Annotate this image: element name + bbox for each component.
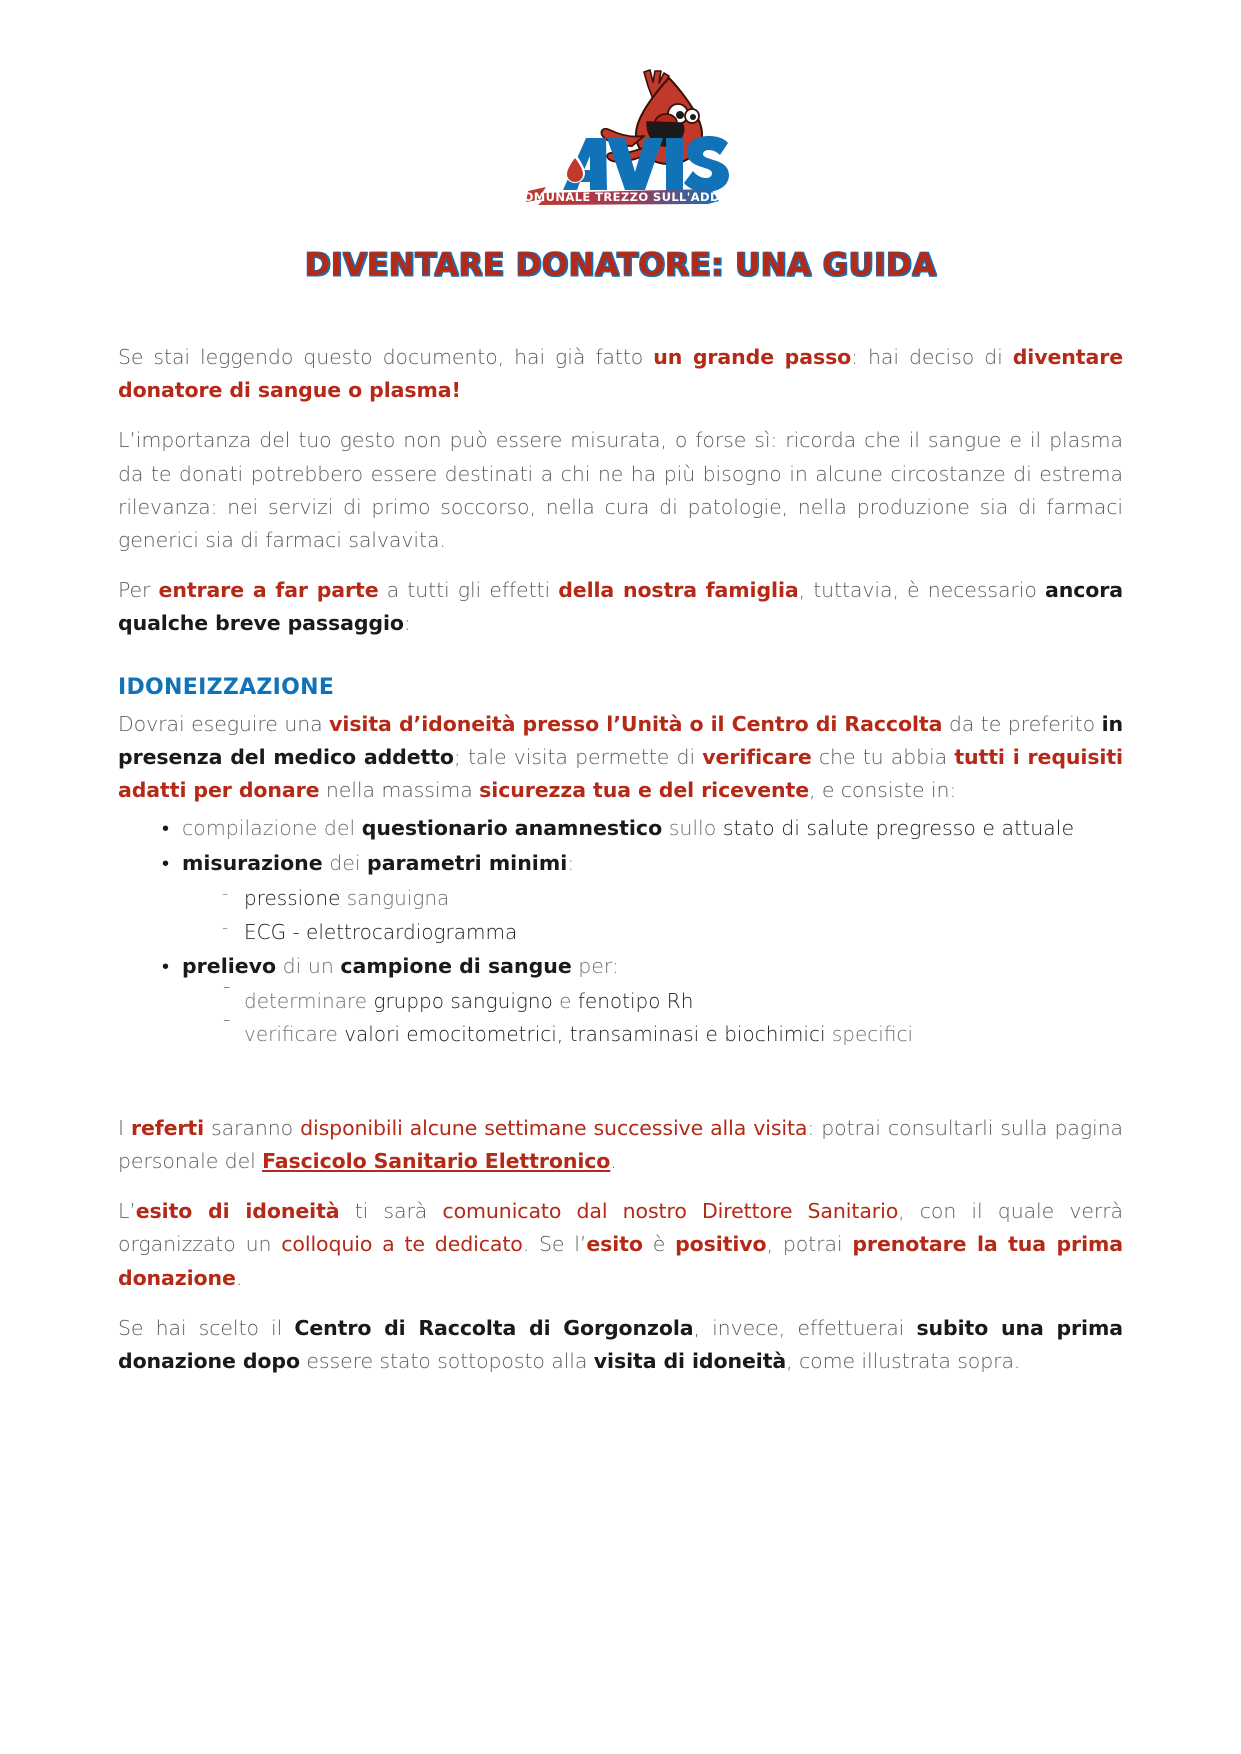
- text-run: stato di salute pregresso e attuale: [722, 816, 1075, 841]
- text-run: , come illustrata sopra.: [786, 1348, 1021, 1373]
- text-run: , e consiste in:: [809, 778, 957, 803]
- list-item: [160, 813, 1123, 845]
- text-run: valori emocitometrici, transaminasi e biochimici: [344, 1022, 826, 1047]
- text-run: specifici: [825, 1022, 914, 1047]
- bullet-marker-icon: •: [162, 816, 170, 841]
- sub-list-item: [222, 882, 1123, 914]
- text-run: sanguigna: [346, 886, 450, 911]
- sub-list: [182, 882, 1123, 948]
- text-run: a tutti gli effetti: [378, 578, 559, 603]
- emph-verificare: verificare: [702, 744, 812, 769]
- text-run: verificare: [244, 1022, 345, 1047]
- dash-marker-icon: -: [222, 917, 229, 938]
- text-run: dei: [322, 851, 368, 876]
- text-run: essere stato sottoposto alla: [299, 1348, 594, 1373]
- text-run: sullo: [662, 816, 723, 841]
- text-run: :: [567, 851, 575, 876]
- avis-banner-text: COMUNALE TREZZO SULL'ADDA: [514, 190, 729, 204]
- paragraph-esito: [118, 1195, 1123, 1295]
- text-run: .: [235, 1265, 243, 1290]
- text-run: :: [403, 611, 411, 636]
- dash-marker-icon: ¯: [222, 1017, 232, 1040]
- text-run: campione di sangue: [340, 953, 572, 978]
- avis-wordmark: [563, 136, 729, 192]
- text-run: Se stai leggendo questo documento, hai già fatto: [118, 345, 654, 369]
- sub-list-item: [222, 985, 1123, 1017]
- text-run: di un: [276, 953, 341, 978]
- text-run: gruppo sanguigno: [373, 988, 553, 1013]
- emph-nostra-famiglia: della nostra famiglia: [558, 578, 799, 603]
- text-run: saranno: [204, 1115, 301, 1140]
- paragraph-intro-2: L’importanza del tuo gesto non può essere misurata, o forse sì: ricorda che il sangue e il plasma da te donati potrebbero essere destinati a chi ne ha più bisogno in alcune circostanze di estrema rilevanza: nei servizi di primo soccorso, nella cura di patologie, nella produzione sia di farmaci generici sia di farmaci salvavita.: [118, 428, 1123, 553]
- emph-entrare-far-parte: entrare a far parte: [158, 578, 379, 603]
- text-run: .: [610, 1148, 617, 1173]
- text-run: : hai deciso di: [851, 345, 1013, 369]
- text-run: misurazione: [182, 851, 323, 876]
- text-run: ; tale visita permette di: [453, 744, 703, 769]
- text-run: , con il quale verrà organizzato un: [118, 1199, 1124, 1257]
- text-run: Per: [118, 578, 159, 603]
- paragraph-idoneizzazione: [118, 708, 1123, 808]
- text-run: parametri minimi: [367, 851, 568, 876]
- paragraph-intro-3: [118, 574, 1123, 640]
- text-run: compilazione del: [182, 816, 362, 841]
- emph-diventare-donatore: diventare donatore di sangue o plasma!: [118, 345, 1124, 403]
- dash-marker-icon: ¯: [222, 983, 232, 1006]
- emph-centro-gorgonzola: Centro di Raccolta di Gorgonzola: [294, 1315, 694, 1340]
- text-run: è: [642, 1232, 676, 1257]
- paragraph-gorgonzola: [118, 1312, 1123, 1378]
- text-run: , tuttavia, è necessario: [798, 578, 1045, 603]
- text-run: Se hai scelto il: [118, 1315, 295, 1340]
- text-run: fenotipo Rh: [577, 988, 694, 1013]
- emph-esito: esito: [586, 1232, 643, 1257]
- paragraph-intro-1: [118, 341, 1123, 407]
- bullet-marker-icon: •: [162, 953, 170, 978]
- sub-list-item: [222, 1018, 1123, 1050]
- text-run: . Se l’: [522, 1232, 587, 1257]
- requirements-list: [118, 813, 1123, 1050]
- emph-visita-idoneita-2: visita di idoneità: [593, 1348, 787, 1373]
- document-body: [118, 341, 1123, 1378]
- text-run: Dovrai eseguire una: [118, 711, 330, 736]
- emph-prenotare-prima-donazione: prenotare la tua prima donazione: [118, 1232, 1123, 1290]
- text-run: nella massima: [319, 778, 480, 803]
- paragraph-referti: [118, 1112, 1123, 1178]
- link-fascicolo-sanitario-elettronico[interactable]: Fascicolo Sanitario Elettronico: [262, 1148, 611, 1173]
- emph-requisiti: tutti i requisiti adatti per donare: [118, 744, 1123, 803]
- text-run: questionario anamnestico: [361, 816, 663, 841]
- avis-banner: [514, 187, 728, 205]
- list-item: [160, 848, 1123, 948]
- emph-disponibili: disponibili alcune settimane successive alla visita: [300, 1115, 808, 1140]
- closing-paragraphs: [118, 1112, 1123, 1378]
- text-run: per:: [571, 953, 619, 978]
- text-run: , invece, effettuerai: [693, 1315, 917, 1340]
- text-run: che tu abbia: [811, 744, 955, 769]
- text-run: : potrai consultarli sulla pagina personale del: [118, 1115, 1123, 1173]
- avis-logo: [118, 60, 1123, 205]
- emph-sicurezza: sicurezza tua e del ricevente: [479, 778, 809, 803]
- sub-list: [182, 985, 1123, 1051]
- emph-breve-passaggio: ancora qualche breve passaggio: [118, 578, 1123, 636]
- text-run: L’: [118, 1199, 136, 1224]
- page-title: DIVENTARE DONATORE: UNA GUIDA: [304, 247, 937, 283]
- avis-logo-graphic: [506, 60, 736, 205]
- dash-marker-icon: -: [222, 884, 229, 905]
- text-run: , potrai: [766, 1232, 853, 1257]
- text-run: ECG - elettrocardiogramma: [244, 919, 518, 944]
- emph-positivo: positivo: [675, 1232, 767, 1257]
- sub-list-item: [222, 916, 1123, 948]
- text-run: I: [118, 1115, 131, 1140]
- section-heading-idoneizzazione: IDONEIZZAZIONE: [118, 674, 335, 700]
- emph-referti: referti: [130, 1115, 205, 1140]
- text-run: ti sarà: [339, 1199, 443, 1224]
- text-run: pressione: [244, 886, 347, 911]
- text-run: determinare: [244, 988, 374, 1013]
- bullet-marker-icon: •: [162, 851, 170, 876]
- emph-medico-addetto: in presenza del medico addetto: [118, 711, 1123, 769]
- emph-grande-passo: un grande passo: [653, 345, 852, 369]
- emph-visita-idoneita: visita d’idoneità presso l’Unità o il Centro di Raccolta: [329, 711, 943, 736]
- emph-comunicato-direttore: comunicato dal nostro Direttore Sanitario: [442, 1199, 899, 1224]
- text-run: e: [552, 988, 578, 1013]
- emph-colloquio: colloquio a te dedicato: [281, 1232, 523, 1257]
- emph-subito-prima-donazione: subito una prima donazione dopo: [118, 1315, 1123, 1373]
- text-run: prelievo: [182, 953, 277, 978]
- list-item: [160, 951, 1123, 1051]
- text-run: da te preferito: [942, 711, 1102, 736]
- emph-esito-idoneita: esito di idoneità: [135, 1199, 340, 1224]
